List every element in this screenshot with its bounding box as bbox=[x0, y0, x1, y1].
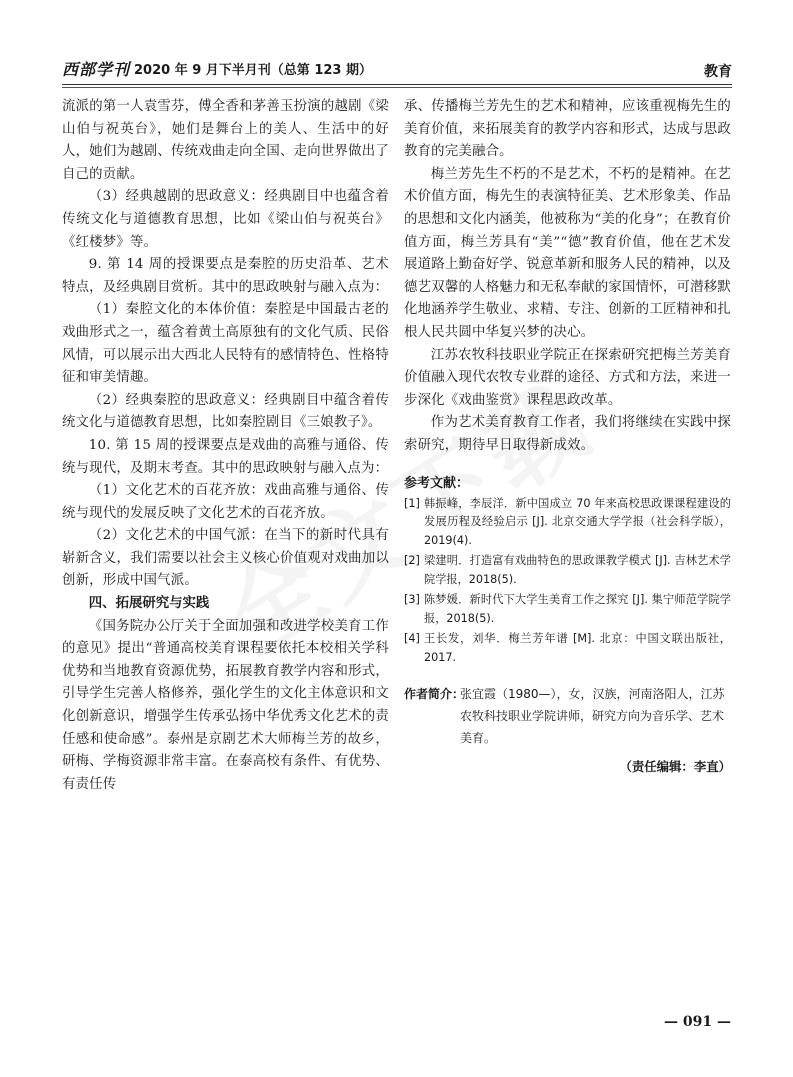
issue-info: 2020 年 9 月下半月刊（总第 123 期） bbox=[134, 63, 372, 78]
reference-number: [2] bbox=[404, 554, 420, 567]
reference-item bbox=[404, 591, 731, 628]
section-heading: 四、拓展研究与实践 bbox=[88, 596, 210, 612]
reference-item bbox=[404, 630, 731, 667]
author-bio-text: 张宜霞（1980—），女，汉族，河南洛阳人，江苏农牧科技职业学院讲师，研究方向为音乐学、艺术美育。 bbox=[460, 687, 725, 745]
reference-item bbox=[404, 495, 731, 551]
reference-item bbox=[404, 552, 731, 589]
running-header bbox=[62, 60, 732, 82]
reference-text: 韩振峰，李辰洋．新中国成立 70 年来高校思政课课程建设的发展历程及经验启示 [J]. 北京交通大学学报（社会科学版），2019(4). bbox=[424, 496, 731, 547]
right-column-body bbox=[404, 96, 731, 458]
reference-text: 梁建明．打造富有戏曲特色的思政课教学模式 [J]. 吉林艺术学院学报，2018(5). bbox=[424, 554, 731, 586]
body-paragraph: （2）文化艺术的中国气派：在当下的新时代具有崭新含义，我们需要以社会主义核心价值观对戏曲加以创新，形成中国气派。 bbox=[62, 528, 389, 589]
journal-logo: 西部学刊 bbox=[62, 60, 131, 79]
section-tag: 教育 bbox=[704, 64, 732, 80]
body-paragraph: （2）经典秦腔的思政意义：经典剧目中蕴含着传统文化与道德教育思想，比如秦腔剧目《三娘教子》。 bbox=[62, 392, 389, 431]
page-number: — 091 — bbox=[664, 1014, 731, 1030]
right-column bbox=[404, 96, 731, 775]
reference-number: [3] bbox=[404, 593, 420, 606]
reference-text: 王长发，刘华．梅兰芳年谱 [M]. 北京：中国文联出版社，2017. bbox=[424, 632, 731, 664]
header-rule-thin bbox=[62, 87, 732, 88]
responsible-editor: （责任编辑：李直） bbox=[619, 759, 731, 774]
author-bio-label: 作者简介： bbox=[404, 687, 465, 701]
body-paragraph: 江苏农牧科技职业学院正在探索研究把梅兰芳美育价值融入现代农牧专业群的途径、方式和方法，来进一步深化《戏曲鉴赏》课程思政改革。 bbox=[404, 347, 731, 408]
body-paragraph: （1）秦腔文化的本体价值：秦腔是中国最古老的戏曲形式之一，蕴含着黄土高原独有的文化气质、民俗风情，可以展示出大西北人民特有的感情特色、性格特征和审美情趣。 bbox=[62, 302, 389, 386]
body-paragraph: 《国务院办公厅关于全面加强和改进学校美育工作的意见》提出“普通高校美育课程要依托本校相关学科优势和当地教育资源优势，拓展教育教学内容和形式，引导学生完善人格修养，强化学生的文化主体意识和文化创新意识，增强学生传承弘扬中华优秀文化艺术的责任感和使命感”。泰州是京剧艺术大师梅兰芳的故乡，研梅、学梅资源非常丰富。在泰高校有条件、有优势、有责任传 bbox=[62, 618, 389, 792]
body-paragraph: 作为艺术美育教育工作者，我们将继续在实践中探索研究，期待早日取得新成效。 bbox=[404, 415, 731, 453]
reference-number: [1] bbox=[404, 496, 420, 510]
body-paragraph: 梅兰芳先生不朽的不是艺术，不朽的是精神。在艺术价值方面，梅先生的表演特征美、艺术形象美、作品的思想和文化内涵美，他被称为“美的化身”；在教育价值方面，梅兰芳具有“美”“德”教育价值，他在艺术发展道路上勤奋好学、锐意革新和服务人民的精神，以及德艺双馨的人格魅力和无私奉献的家国情怀，可潜移默化地涵养学生敬业、求精、专注、创新的工匠精神和扎根人民共圆中华复兴梦的决心。 bbox=[404, 166, 731, 340]
body-paragraph: 10. 第 15 周的授课要点是戏曲的高雅与通俗、传统与现代，及期末考查。其中的思政映射与融入点为： bbox=[62, 437, 389, 476]
references-list bbox=[404, 495, 731, 668]
body-paragraph: （1）文化艺术的百花齐放：戏曲高雅与通俗、传统与现代的发展反映了文化艺术的百花齐放。 bbox=[62, 483, 389, 521]
reference-text: 陈梦媛．新时代下大学生美育工作之探究 [J]. 集宁师范学院学报，2018(5). bbox=[424, 593, 731, 625]
body-paragraph: 9. 第 14 周的授课要点是秦腔的历史沿革、艺术特点，及经典剧目赏析。其中的思政映射与融入点为： bbox=[62, 257, 389, 295]
references-title: 参考文献： bbox=[404, 475, 470, 491]
body-paragraph: 流派的第一人袁雪芬，傅全香和茅善玉扮演的越剧《梁山伯与祝英台》，她们是舞台上的美人、生活中的好人，她们为越剧、传统戏曲走向全国、走向世界做出了自己的贡献。 bbox=[62, 99, 389, 182]
body-paragraph: （3）经典越剧的思政意义：经典剧目中也蕴含着传统文化与道德教育思想，比如《梁山伯与祝英台》《红楼梦》等。 bbox=[62, 189, 389, 250]
reference-number: [4] bbox=[404, 632, 420, 645]
author-bio bbox=[404, 683, 731, 749]
left-column bbox=[62, 96, 389, 796]
body-paragraph: 承、传播梅兰芳先生的艺术和精神，应该重视梅先生的美育价值，来拓展美育的教学内容和形式，达成与思政教育的完美融合。 bbox=[404, 99, 731, 160]
header-rule bbox=[62, 84, 732, 85]
